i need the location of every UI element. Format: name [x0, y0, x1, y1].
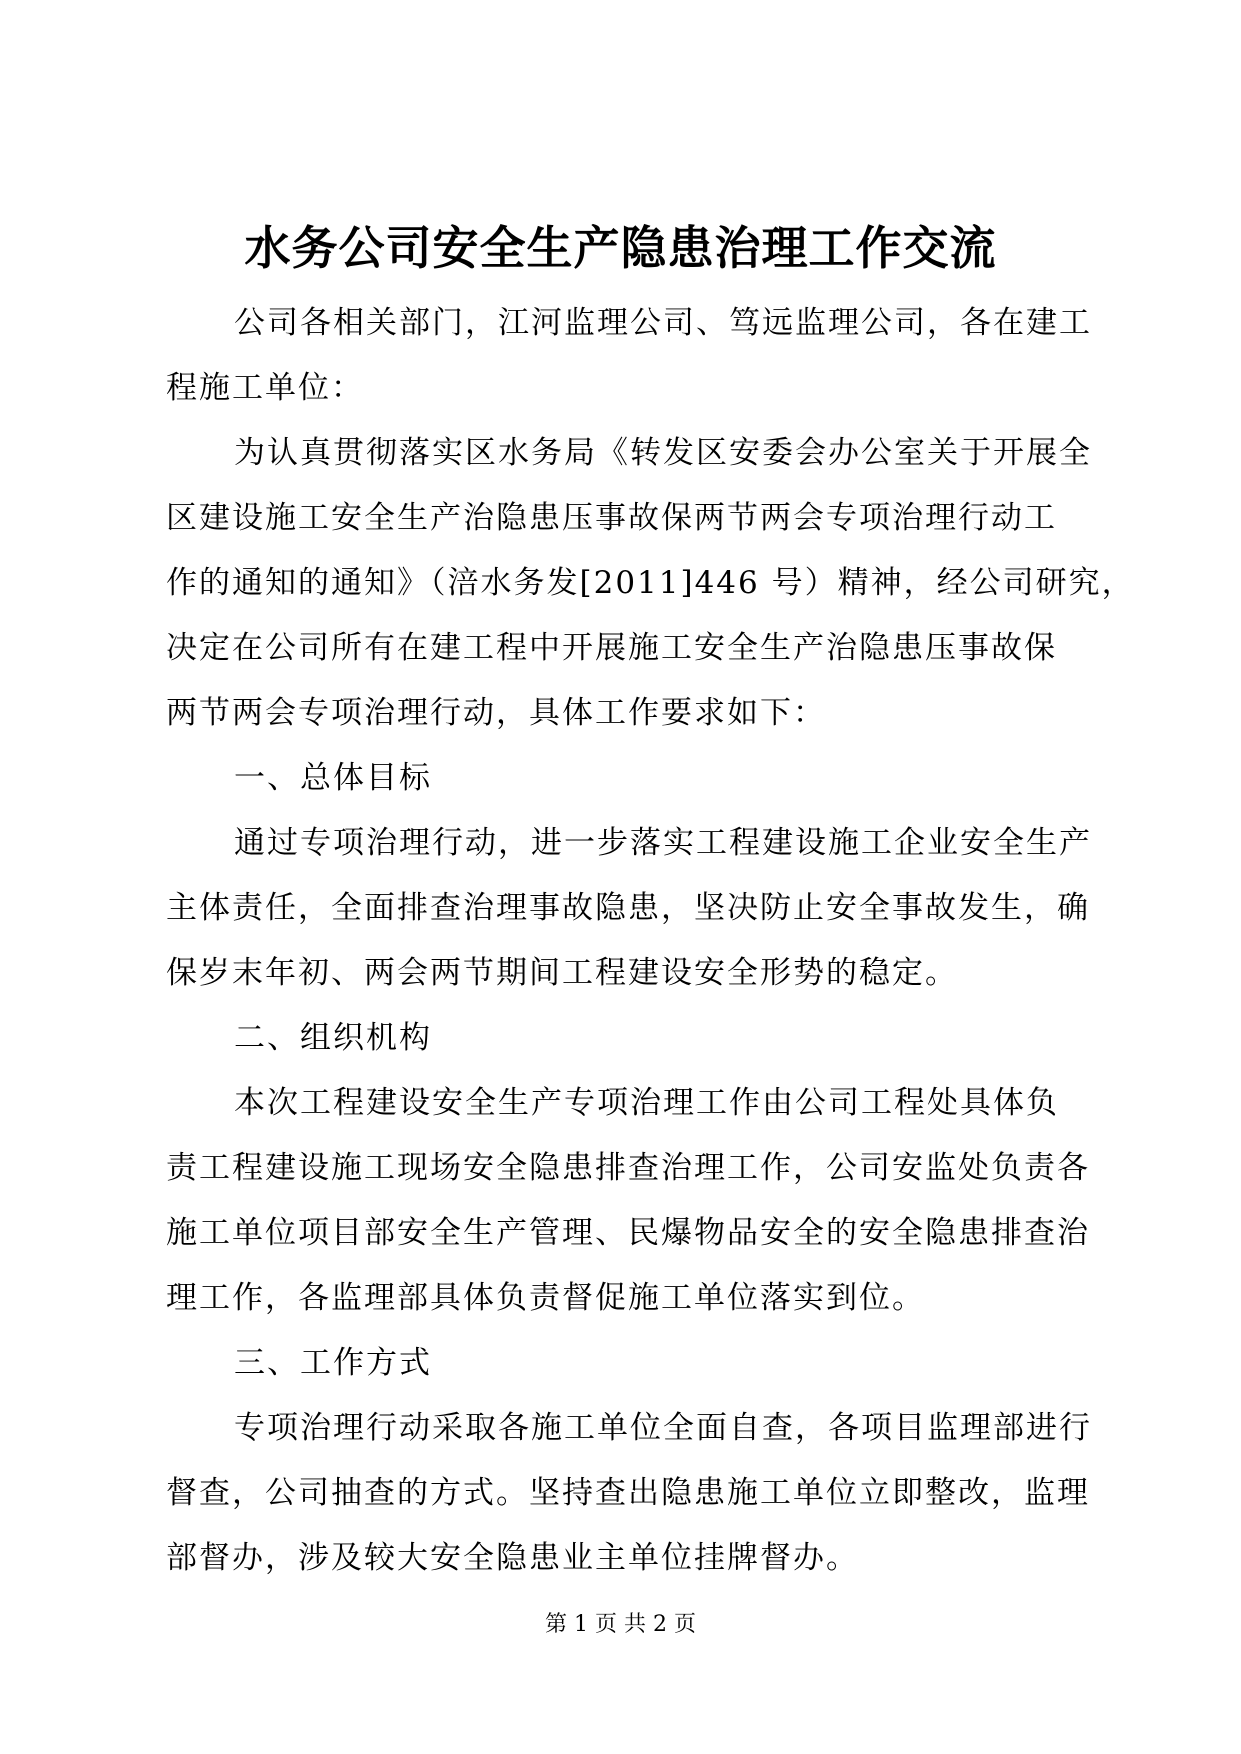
- section-heading: 二、组织机构: [234, 1020, 432, 1056]
- body-line: 主体责任，全面排查治理事故隐患，坚决防止安全事故发生，确: [166, 890, 1090, 926]
- body-line: 专项治理行动采取各施工单位全面自查，各项目监理部进行: [234, 1410, 1092, 1446]
- document-title: 水务公司安全生产隐患治理工作交流: [244, 221, 997, 275]
- body-line: 通过专项治理行动，进一步落实工程建设施工企业安全生产: [234, 825, 1092, 861]
- body-line: 施工单位项目部安全生产管理、民爆物品安全的安全隐患排查治: [166, 1215, 1090, 1251]
- body-line: 决定在公司所有在建工程中开展施工安全生产治隐患压事故保: [166, 630, 1057, 666]
- body-line: 理工作，各监理部具体负责督促施工单位落实到位。: [166, 1280, 925, 1316]
- body-line: 作的通知的通知》（涪水务发[2011]446 号）精神，经公司研究，: [166, 565, 1135, 601]
- body-line: 为认真贯彻落实区水务局《转发区安委会办公室关于开展全: [234, 435, 1092, 471]
- document-body: [166, 291, 1135, 1591]
- body-line: 督查，公司抽查的方式。坚持查出隐患施工单位立即整改，监理: [166, 1475, 1090, 1511]
- body-line: 两节两会专项治理行动，具体工作要求如下：: [166, 695, 826, 731]
- body-line: 区建设施工安全生产治隐患压事故保两节两会专项治理行动工: [166, 500, 1057, 536]
- body-line: 责工程建设施工现场安全隐患排查治理工作，公司安监处负责各: [166, 1150, 1090, 1186]
- page-number-footer: 第 1 页 共 2 页: [545, 1612, 696, 1637]
- body-line: 程施工单位：: [166, 370, 364, 406]
- section-heading: 一、总体目标: [234, 760, 432, 796]
- section-heading: 三、工作方式: [234, 1345, 432, 1381]
- body-line: 公司各相关部门，江河监理公司、笃远监理公司，各在建工: [234, 305, 1092, 341]
- body-line: 本次工程建设安全生产专项治理工作由公司工程处具体负: [234, 1085, 1059, 1121]
- body-line: 部督办，涉及较大安全隐患业主单位挂牌督办。: [166, 1540, 859, 1576]
- body-line: 保岁末年初、两会两节期间工程建设安全形势的稳定。: [166, 955, 958, 991]
